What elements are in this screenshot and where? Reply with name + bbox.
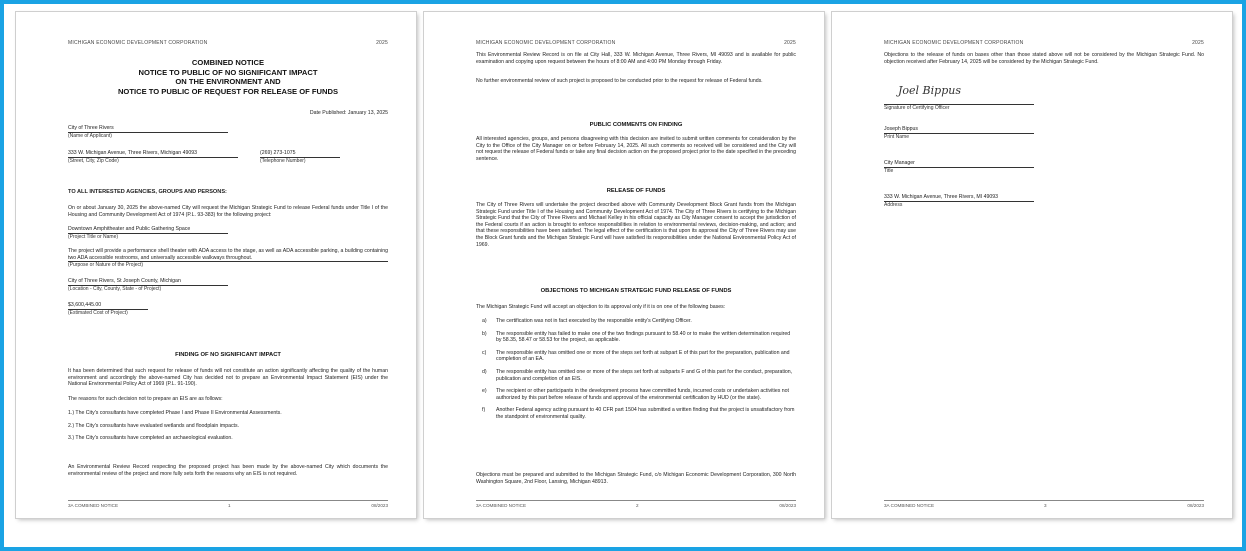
objections-heading: OBJECTIONS TO MICHIGAN STRATEGIC FUND RELEASE OF FUNDS <box>540 288 732 294</box>
title-line: ON THE ENVIRONMENT AND <box>175 77 281 87</box>
reasons-intro: The reasons for such decision not to prepare an EIS are as follows: <box>68 396 223 402</box>
objections-intro: The Michigan Strategic Fund will accept an objection to its approval only if it is on one of the following bases: <box>476 304 726 310</box>
footer-right: 08/2023 <box>371 503 388 508</box>
release-paragraph: The City of Three Rivers will undertake the project described above with Community Development Block Grant funds from the Michigan Strategic Fund under Title I of the Housing and Community Development Act of 1974. The City of Three Rivers is certifying to the Michigan Strategic Fund that the City of Three Rivers and Michael Kelley in his official capacity as City Manager consent to accept the jurisdiction of the Federal courts if an action is brought to enforce responsibilities in relation to environmental reviews, decision-making, and action; and that these responsibilities have been satisfied. The legal effect of the certification is that upon its approval the City of Three Rivers may use the Block Grant funds and the Michigan Strategic Fund will have satisfied its responsibilities under the National Environmental Policy Act of 1969. <box>476 202 796 248</box>
intro-paragraph: On or about January 30, 2025 the above-named City will request the Michigan Strategic Fund to release Federal funds under Title I of the Housing and Community Development Act of 1974 (P.L. 93-383) for the following project: <box>68 205 388 218</box>
location-caption: (Location - City, County, State - of Project) <box>68 286 162 292</box>
objection-key: e) <box>482 388 487 395</box>
notice-title <box>68 58 388 96</box>
print-name-caption: Print Name <box>884 133 910 140</box>
objections-submission: Objections must be prepared and submitted to the Michigan Strategic Fund, c/o Michigan Economic Development Corporation, 300 North Washington Square, 2nd Floor, Lansing, Michigan 48913. <box>476 472 796 485</box>
release-heading: RELEASE OF FUNDS <box>606 188 666 194</box>
running-header-left: MICHIGAN ECONOMIC DEVELOPMENT CORPORATION <box>884 40 1024 46</box>
objection-text: Another Federal agency acting pursuant to 40 CFR part 1504 has submitted a written finding that the project is unsatisfactory from the standpoint of environmental quality. <box>496 407 795 420</box>
salutation: TO ALL INTERESTED AGENCIES, GROUPS AND PERSONS: <box>68 189 227 195</box>
footer-page-number: 1 <box>228 503 231 508</box>
applicant-phone: (269) 273-1075 <box>260 150 340 158</box>
title-block <box>884 160 1204 174</box>
project-purpose: The project will provide a performance shell theater with ADA access to the stage, as well as ADA accessible parking, a building containing two ADA accessible restrooms, and universally accessible walkways throughout. <box>68 248 388 261</box>
date-published: Date Published: January 13, 2025 <box>309 110 388 116</box>
err-availability: This Environmental Review Record is on file at City Hall, 333 W. Michigan Avenue, Three Rivers, MI 49093 and is available for public examination and copying upon request between the hours of 8:00 AM and 4:00 PM Monday through Friday. <box>476 52 796 65</box>
reason-item: 1.) The City's consultants have completed Phase I and Phase II Environmental Assessments. <box>68 410 282 416</box>
objection-item <box>476 350 796 363</box>
phone-caption: (Telephone Number) <box>260 158 306 164</box>
footer-page-number: 3 <box>1044 503 1047 508</box>
cost-block <box>68 302 388 317</box>
public-comments-heading-wrap <box>476 122 796 129</box>
footer-left: 3A COMBINED NOTICE <box>884 503 935 508</box>
reasons-list <box>68 410 388 442</box>
officer-address-block <box>884 194 1204 208</box>
running-header-right: 2025 <box>376 40 388 46</box>
officer-address-caption: Address <box>884 201 903 208</box>
project-purpose-block <box>68 248 388 269</box>
document-viewer <box>4 4 1242 547</box>
objection-text: The recipient or other participants in the development process have committed funds, incurred costs or undertaken activities not authorized by this part before release of funds and approval of the environmental certification by HUD (or the state). <box>496 388 789 401</box>
applicant-block <box>68 125 388 140</box>
objection-key: b) <box>482 330 487 337</box>
fonsi-paragraph: It has been determined that such request for release of funds will not constitute an action significantly affecting the quality of the human environment and accordingly the above-named City has decided not to prepare an Environmental Impact Statement (EIS) under the National Environmental Policy Act of 1969 (P.L. 91-190). <box>68 368 388 388</box>
applicant-caption: (Name of Applicant) <box>68 133 112 139</box>
project-title: Downtown Amphitheater and Public Gathering Space <box>68 226 228 234</box>
project-purpose-caption: (Purpose or Nature of the Project) <box>68 262 144 269</box>
footer-left: 3A COMBINED NOTICE <box>68 503 119 508</box>
address-caption: (Street, City, Zip Code) <box>68 158 119 164</box>
page-3 <box>832 12 1232 518</box>
objection-text: The responsible entity has failed to make one of the two findings pursuant to 58.40 or to make the written determination required by 58.35, 58.47 or 58.53 for the project, as applicable. <box>496 330 791 344</box>
objections-heading-wrap <box>476 288 796 295</box>
objection-text: The responsible entity has omitted one or more of the steps set forth at subparts F and G of this part for the conduct, preparation, publication and completion of an EIS. <box>496 368 793 382</box>
objection-item <box>476 388 796 401</box>
public-comments-paragraph: All interested agencies, groups, and persons disagreeing with this decision are invited to submit written comments for consideration by the City to the Office of the City Manager on or before February 14, 2025. All such comments so received will be considered and the City will not request the release of Federal funds or take any final decision action on the proposed project prior to the date specified in the preceding sentence. <box>476 136 796 162</box>
closing-paragraph: Objections to the release of funds on bases other than those stated above will not be considered by the Michigan Strategic Fund. No objection received after February 14, 2025 will be considered by the Michigan Strategic Fund. <box>884 52 1204 65</box>
page-2 <box>424 12 824 518</box>
project-location: City of Three Rivers, St Joseph County, Michigan <box>68 278 228 286</box>
project-cost: $3,600,445.00 <box>68 302 148 310</box>
cost-caption: (Estimated Cost of Project) <box>68 310 128 316</box>
release-heading-wrap <box>476 188 796 195</box>
public-comments-heading: PUBLIC COMMENTS ON FINDING <box>589 122 683 128</box>
page-footer <box>476 500 796 508</box>
objection-item <box>476 407 796 420</box>
officer-title: City Manager <box>884 160 1034 168</box>
objection-key: d) <box>482 368 487 375</box>
signature-block <box>884 86 1204 112</box>
running-header <box>884 40 1204 46</box>
project-title-block <box>68 226 388 241</box>
objection-text: The certification was not in fact executed by the responsible entity's Certifying Officer. <box>496 318 692 324</box>
objection-text: The responsible entity has omitted one or more of the steps set forth at subpart E of this part for the preparation, publication and completion of an EA. <box>496 349 790 363</box>
running-header-left: MICHIGAN ECONOMIC DEVELOPMENT CORPORATION <box>68 40 208 46</box>
signature-caption: Signature of Certifying Officer <box>884 105 950 111</box>
title-line: COMBINED NOTICE <box>191 58 265 67</box>
running-header <box>68 40 388 46</box>
fonsi-heading-wrap <box>68 352 388 359</box>
running-header <box>476 40 796 46</box>
footer-right: 08/2023 <box>1187 503 1204 508</box>
footer-left: 3A COMBINED NOTICE <box>476 503 527 508</box>
print-name: Joseph Bippus <box>884 126 1034 134</box>
no-further-review: No further environmental review of such project is proposed to be conducted prior to the request for release of Federal funds. <box>476 78 763 84</box>
address-block <box>68 150 388 166</box>
applicant-name: City of Three Rivers <box>68 125 228 133</box>
running-header-left: MICHIGAN ECONOMIC DEVELOPMENT CORPORATION <box>476 40 616 46</box>
footer-right: 08/2023 <box>779 503 796 508</box>
page-1 <box>16 12 416 518</box>
running-header-right: 2025 <box>784 40 796 46</box>
page-footer <box>884 500 1204 508</box>
footer-page-number: 2 <box>636 503 639 508</box>
officer-address: 333 W. Michigan Avenue, Three Rivers, MI 49093 <box>884 194 1034 202</box>
objection-key: f) <box>482 407 486 414</box>
reason-item: 3.) The City's consultants have completed an archaeological evaluation. <box>68 435 233 442</box>
location-block <box>68 278 388 293</box>
applicant-address: 333 W. Michigan Avenue, Three Rivers, Michigan 49093 <box>68 150 238 158</box>
objection-item <box>476 318 796 325</box>
objection-item <box>476 331 796 344</box>
objection-key: a) <box>482 318 487 324</box>
page-footer <box>68 500 388 508</box>
running-header-right: 2025 <box>1192 40 1204 46</box>
reason-item: 2.) The City's consultants have evaluated wetlands and floodplain impacts. <box>68 422 240 429</box>
print-name-block <box>884 126 1204 140</box>
project-title-caption: (Project Title or Name) <box>68 234 119 240</box>
objection-item <box>476 369 796 382</box>
officer-title-caption: Title <box>884 167 894 174</box>
fonsi-heading: FINDING OF NO SIGNIFICANT IMPACT <box>175 352 281 358</box>
signature: Joel Bippus <box>898 84 961 97</box>
signature-line <box>884 86 1034 105</box>
objection-key: c) <box>482 349 487 356</box>
title-line: NOTICE TO PUBLIC OF NO SIGNIFICANT IMPACT <box>138 67 318 77</box>
title-line: NOTICE TO PUBLIC OF REQUEST FOR RELEASE OF FUNDS <box>117 86 339 96</box>
err-paragraph: An Environmental Review Record respecting the proposed project has been made by the above-named City which documents the environmental review of the project and more fully sets forth the reasons why an EIS is not required. <box>68 464 388 477</box>
objections-list <box>476 318 796 421</box>
